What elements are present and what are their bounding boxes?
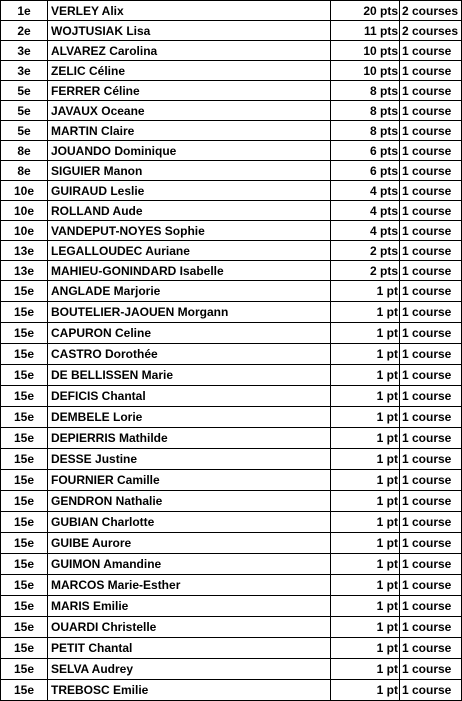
table-row bbox=[1, 261, 462, 281]
name-cell: PETIT Chantal bbox=[48, 638, 331, 659]
table-row bbox=[1, 161, 462, 181]
points-cell: 1 pt bbox=[331, 680, 400, 701]
points-cell: 20 pts bbox=[331, 1, 400, 21]
points-cell: 1 pt bbox=[331, 428, 400, 449]
races-cell: 1 course bbox=[400, 617, 462, 638]
points-cell: 1 pt bbox=[331, 344, 400, 365]
races-cell: 1 course bbox=[400, 638, 462, 659]
rank-cell: 2e bbox=[1, 21, 48, 41]
races-cell: 1 course bbox=[400, 659, 462, 680]
races-cell: 1 course bbox=[400, 491, 462, 512]
name-cell: MARCOS Marie-Esther bbox=[48, 575, 331, 596]
points-cell: 1 pt bbox=[331, 386, 400, 407]
table-row bbox=[1, 1, 462, 21]
races-cell: 1 course bbox=[400, 365, 462, 386]
rank-cell: 10e bbox=[1, 201, 48, 221]
table-row bbox=[1, 101, 462, 121]
races-cell: 1 course bbox=[400, 554, 462, 575]
rank-cell: 15e bbox=[1, 428, 48, 449]
table-row bbox=[1, 365, 462, 386]
name-cell: SELVA Audrey bbox=[48, 659, 331, 680]
name-cell: DEMBELE Lorie bbox=[48, 407, 331, 428]
rank-cell: 15e bbox=[1, 449, 48, 470]
rank-cell: 15e bbox=[1, 659, 48, 680]
points-cell: 2 pts bbox=[331, 261, 400, 281]
points-cell: 6 pts bbox=[331, 161, 400, 181]
points-cell: 4 pts bbox=[331, 221, 400, 241]
rank-cell: 13e bbox=[1, 261, 48, 281]
rank-cell: 15e bbox=[1, 281, 48, 302]
name-cell: GUIRAUD Leslie bbox=[48, 181, 331, 201]
name-cell: BOUTELIER-JAOUEN Morgann bbox=[48, 302, 331, 323]
table-row bbox=[1, 491, 462, 512]
points-cell: 1 pt bbox=[331, 491, 400, 512]
name-cell: OUARDI Christelle bbox=[48, 617, 331, 638]
table-row bbox=[1, 659, 462, 680]
name-cell: MARTIN Claire bbox=[48, 121, 331, 141]
points-cell: 1 pt bbox=[331, 365, 400, 386]
points-cell: 11 pts bbox=[331, 21, 400, 41]
table-row bbox=[1, 575, 462, 596]
points-cell: 1 pt bbox=[331, 512, 400, 533]
rank-cell: 5e bbox=[1, 101, 48, 121]
rank-cell: 5e bbox=[1, 121, 48, 141]
points-cell: 1 pt bbox=[331, 281, 400, 302]
points-cell: 2 pts bbox=[331, 241, 400, 261]
races-cell: 1 course bbox=[400, 241, 462, 261]
races-cell: 1 course bbox=[400, 323, 462, 344]
rank-cell: 8e bbox=[1, 141, 48, 161]
rank-cell: 15e bbox=[1, 638, 48, 659]
name-cell: MARIS Emilie bbox=[48, 596, 331, 617]
rank-cell: 5e bbox=[1, 81, 48, 101]
name-cell: ROLLAND Aude bbox=[48, 201, 331, 221]
name-cell: LEGALLOUDEC Auriane bbox=[48, 241, 331, 261]
races-cell: 1 course bbox=[400, 533, 462, 554]
races-cell: 1 course bbox=[400, 407, 462, 428]
table-row bbox=[1, 201, 462, 221]
points-cell: 10 pts bbox=[331, 61, 400, 81]
table-row bbox=[1, 596, 462, 617]
rank-cell: 15e bbox=[1, 407, 48, 428]
races-cell: 1 course bbox=[400, 512, 462, 533]
name-cell: JAVAUX Oceane bbox=[48, 101, 331, 121]
points-cell: 4 pts bbox=[331, 181, 400, 201]
rank-cell: 15e bbox=[1, 596, 48, 617]
name-cell: FOURNIER Camille bbox=[48, 470, 331, 491]
points-cell: 8 pts bbox=[331, 81, 400, 101]
table-row bbox=[1, 141, 462, 161]
name-cell: CAPURON Celine bbox=[48, 323, 331, 344]
table-row bbox=[1, 344, 462, 365]
table-row bbox=[1, 241, 462, 261]
races-cell: 1 course bbox=[400, 281, 462, 302]
points-cell: 1 pt bbox=[331, 323, 400, 344]
points-cell: 6 pts bbox=[331, 141, 400, 161]
name-cell: WOJTUSIAK Lisa bbox=[48, 21, 331, 41]
races-cell: 1 course bbox=[400, 680, 462, 701]
rank-cell: 15e bbox=[1, 365, 48, 386]
rank-cell: 15e bbox=[1, 512, 48, 533]
name-cell: GUBIAN Charlotte bbox=[48, 512, 331, 533]
races-cell: 1 course bbox=[400, 596, 462, 617]
name-cell: DEPIERRIS Mathilde bbox=[48, 428, 331, 449]
table-row bbox=[1, 407, 462, 428]
races-cell: 1 course bbox=[400, 141, 462, 161]
races-cell: 1 course bbox=[400, 101, 462, 121]
points-cell: 1 pt bbox=[331, 449, 400, 470]
table-row bbox=[1, 470, 462, 491]
points-cell: 8 pts bbox=[331, 121, 400, 141]
name-cell: ZELIC Céline bbox=[48, 61, 331, 81]
rank-cell: 3e bbox=[1, 41, 48, 61]
name-cell: GUIBE Aurore bbox=[48, 533, 331, 554]
table-row bbox=[1, 323, 462, 344]
points-cell: 1 pt bbox=[331, 596, 400, 617]
rank-cell: 15e bbox=[1, 491, 48, 512]
rank-cell: 15e bbox=[1, 680, 48, 701]
races-cell: 1 course bbox=[400, 302, 462, 323]
points-cell: 1 pt bbox=[331, 554, 400, 575]
table-row bbox=[1, 428, 462, 449]
name-cell: VANDEPUT-NOYES Sophie bbox=[48, 221, 331, 241]
rank-cell: 1e bbox=[1, 1, 48, 21]
points-cell: 1 pt bbox=[331, 533, 400, 554]
name-cell: DE BELLISSEN Marie bbox=[48, 365, 331, 386]
rank-cell: 15e bbox=[1, 554, 48, 575]
table-row bbox=[1, 533, 462, 554]
name-cell: DEFICIS Chantal bbox=[48, 386, 331, 407]
name-cell: MAHIEU-GONINDARD Isabelle bbox=[48, 261, 331, 281]
points-cell: 1 pt bbox=[331, 659, 400, 680]
races-cell: 1 course bbox=[400, 386, 462, 407]
rank-cell: 15e bbox=[1, 386, 48, 407]
points-cell: 1 pt bbox=[331, 470, 400, 491]
races-cell: 1 course bbox=[400, 428, 462, 449]
points-cell: 10 pts bbox=[331, 41, 400, 61]
rank-cell: 15e bbox=[1, 470, 48, 491]
races-cell: 2 courses bbox=[400, 21, 462, 41]
points-cell: 1 pt bbox=[331, 302, 400, 323]
races-cell: 1 course bbox=[400, 201, 462, 221]
rank-cell: 8e bbox=[1, 161, 48, 181]
races-cell: 1 course bbox=[400, 121, 462, 141]
races-cell: 1 course bbox=[400, 575, 462, 596]
table-row bbox=[1, 21, 462, 41]
ranking-table-body bbox=[1, 1, 462, 701]
rank-cell: 10e bbox=[1, 221, 48, 241]
table-row bbox=[1, 638, 462, 659]
races-cell: 2 courses bbox=[400, 1, 462, 21]
name-cell: TREBOSC Emilie bbox=[48, 680, 331, 701]
rank-cell: 15e bbox=[1, 323, 48, 344]
table-row bbox=[1, 554, 462, 575]
table-row bbox=[1, 281, 462, 302]
rank-cell: 15e bbox=[1, 575, 48, 596]
table-row bbox=[1, 81, 462, 101]
table-row bbox=[1, 181, 462, 201]
rank-cell: 15e bbox=[1, 302, 48, 323]
points-cell: 1 pt bbox=[331, 575, 400, 596]
races-cell: 1 course bbox=[400, 181, 462, 201]
rank-cell: 15e bbox=[1, 344, 48, 365]
name-cell: GUIMON Amandine bbox=[48, 554, 331, 575]
name-cell: SIGUIER Manon bbox=[48, 161, 331, 181]
name-cell: GENDRON Nathalie bbox=[48, 491, 331, 512]
points-cell: 4 pts bbox=[331, 201, 400, 221]
name-cell: JOUANDO Dominique bbox=[48, 141, 331, 161]
table-row bbox=[1, 386, 462, 407]
points-cell: 8 pts bbox=[331, 101, 400, 121]
rank-cell: 15e bbox=[1, 617, 48, 638]
name-cell: ANGLADE Marjorie bbox=[48, 281, 331, 302]
name-cell: FERRER Céline bbox=[48, 81, 331, 101]
points-cell: 1 pt bbox=[331, 617, 400, 638]
rank-cell: 15e bbox=[1, 533, 48, 554]
table-row bbox=[1, 41, 462, 61]
name-cell: CASTRO Dorothée bbox=[48, 344, 331, 365]
name-cell: ALVAREZ Carolina bbox=[48, 41, 331, 61]
races-cell: 1 course bbox=[400, 261, 462, 281]
races-cell: 1 course bbox=[400, 470, 462, 491]
rank-cell: 10e bbox=[1, 181, 48, 201]
table-row bbox=[1, 512, 462, 533]
table-row bbox=[1, 61, 462, 81]
rank-cell: 13e bbox=[1, 241, 48, 261]
races-cell: 1 course bbox=[400, 81, 462, 101]
table-row bbox=[1, 449, 462, 470]
races-cell: 1 course bbox=[400, 161, 462, 181]
points-cell: 1 pt bbox=[331, 638, 400, 659]
table-row bbox=[1, 221, 462, 241]
table-row bbox=[1, 680, 462, 701]
races-cell: 1 course bbox=[400, 344, 462, 365]
table-row bbox=[1, 617, 462, 638]
races-cell: 1 course bbox=[400, 449, 462, 470]
races-cell: 1 course bbox=[400, 221, 462, 241]
points-cell: 1 pt bbox=[331, 407, 400, 428]
table-row bbox=[1, 302, 462, 323]
name-cell: DESSE Justine bbox=[48, 449, 331, 470]
rank-cell: 3e bbox=[1, 61, 48, 81]
table-row bbox=[1, 121, 462, 141]
races-cell: 1 course bbox=[400, 61, 462, 81]
races-cell: 1 course bbox=[400, 41, 462, 61]
name-cell: VERLEY Alix bbox=[48, 1, 331, 21]
